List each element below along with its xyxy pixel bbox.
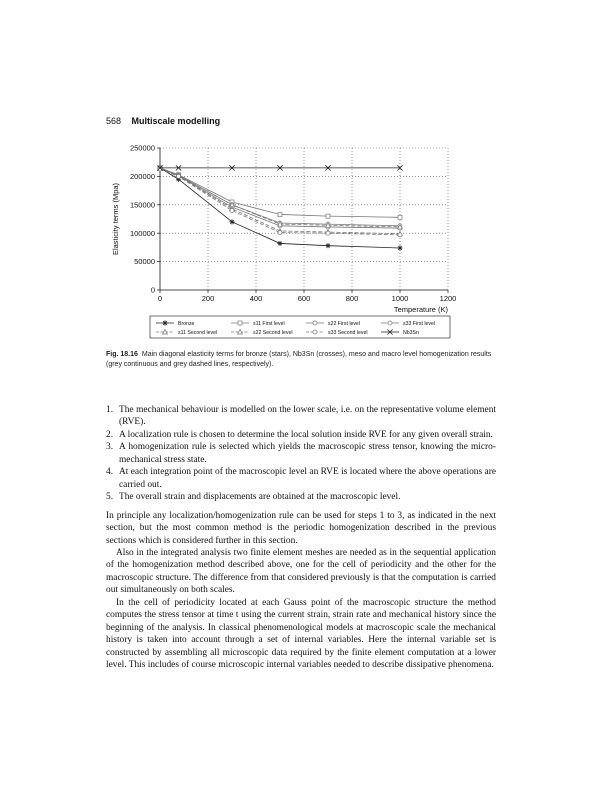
y-axis-title: Elasticity terms (Mpa): [111, 182, 120, 256]
list-item-number: 2.: [106, 429, 114, 440]
data-point-square: [278, 212, 282, 216]
data-point-circle: [230, 208, 234, 212]
legend-label: s11 First level: [253, 321, 285, 327]
y-tick-label: 250000: [129, 143, 155, 153]
series-line: [160, 168, 400, 217]
y-tick-label: 150000: [129, 200, 155, 210]
legend-label: s11 Second level: [178, 330, 218, 336]
paragraph: Also in the integrated analysis two finite element meshes are needed as in the sequential application of the homogenization method described above, one for the cell of periodicity and the other for the macroscopic structure. The difference from that considered previously is that the computation is carried out simultaneously on both scales.: [106, 547, 496, 596]
legend-label: s33 First level: [403, 321, 435, 327]
figure-caption-text: Main diagonal elasticity terms for bronze (stars), Nb3Sn (crosses), meso and macro level homogenization results (grey continuous and grey dashed lines, respectively).: [106, 351, 492, 368]
series-line: [160, 168, 400, 228]
running-title: Multiscale modelling: [131, 116, 221, 126]
chart-series: [157, 165, 402, 250]
series-line: [160, 168, 400, 227]
page-number: 568: [106, 116, 122, 126]
list-item-number: 1.: [106, 405, 114, 415]
x-axis-title: Temperature (K): [393, 305, 448, 314]
data-point-square: [398, 215, 402, 219]
list-item: [106, 491, 496, 503]
x-tick-label: 0: [157, 294, 163, 303]
series-line: [160, 168, 400, 248]
x-tick-label: 800: [345, 294, 359, 303]
y-tick-label: 100000: [129, 228, 155, 238]
list-item-number: 3.: [106, 442, 114, 453]
x-tick-label: 200: [201, 294, 215, 303]
y-tick-label: 200000: [129, 172, 155, 181]
legend-label: s33 Second level: [328, 330, 368, 336]
legend-label: s22 First level: [328, 321, 360, 327]
legend-label: Bronze: [178, 321, 195, 327]
body-text: [106, 404, 496, 672]
list-item: [106, 404, 496, 429]
x-tick-label: 1200: [439, 294, 457, 303]
list-item: [106, 441, 496, 466]
y-tick-label: 50000: [134, 257, 155, 267]
x-tick-label: 400: [249, 294, 263, 303]
x-tick-label: 600: [297, 294, 311, 303]
x-tick-label: 1000: [391, 294, 409, 303]
figure-caption: [106, 350, 496, 370]
elasticity-chart: [106, 138, 466, 346]
data-point-circle: [313, 330, 317, 334]
list-item-text: At each integration point of the macroscopic level an RVE is located where the above operations are carried out.: [119, 467, 496, 490]
y-tick-label: 0: [150, 285, 155, 295]
figure-label: Fig. 18.16: [106, 351, 138, 358]
chart-grid: [160, 148, 448, 290]
paragraph: In the cell of periodicity located at each Gauss point of the macroscopic structure the method computes the stress tensor at time t using the current strain, strain rate and mechanical history since the beginning of the analysis. In classical phenomenological models at macroscopic scale the mechanical history is taken into account through a set of internal variables. Here the internal variable set is constructed by assembling all microscopic data required by the finite element computation at a lower level. This includes of course microscopic internal variables needed to describe dissipative phenomena.: [106, 597, 496, 671]
list-item: [106, 429, 496, 441]
data-point-star: [397, 245, 402, 250]
data-point-circle: [398, 233, 402, 237]
data-point-circle: [388, 321, 392, 325]
list-item-text: A localization rule is chosen to determine the local solution inside RVE for any given overall strain.: [119, 429, 493, 440]
procedure-list: [106, 404, 496, 504]
list-item-text: The overall strain and displacements are obtained at the macroscopic level.: [119, 492, 401, 503]
list-item: [106, 466, 496, 491]
list-item-text: The mechanical behaviour is modelled on the lower scale, i.e. on the representative volume element (RVE).: [119, 405, 496, 428]
data-point-circle: [278, 231, 282, 235]
chart-legend: [150, 316, 450, 338]
list-item-number: 4.: [106, 467, 114, 478]
data-point-star: [277, 241, 282, 246]
list-item-number: 5.: [106, 492, 114, 503]
data-point-square: [238, 321, 242, 325]
data-point-circle: [313, 321, 317, 325]
data-point-circle: [326, 231, 330, 235]
legend-label: Nb3Sn: [403, 330, 419, 336]
data-point-star: [325, 243, 330, 248]
list-item-text: A homogenization rule is selected which yields the macroscopic stress tensor, knowing the micro-mechanical stress state.: [119, 442, 496, 465]
legend-label: s22 Second level: [253, 330, 293, 336]
data-point-circle: [176, 174, 180, 178]
running-head: [106, 116, 220, 126]
paragraph: In principle any localization/homogenization rule can be used for steps 1 to 3, as indicated in the next section, but the most common method is the periodic homogenization described in the previous sections which is considered further in this section.: [106, 510, 496, 546]
data-point-square: [326, 214, 330, 218]
